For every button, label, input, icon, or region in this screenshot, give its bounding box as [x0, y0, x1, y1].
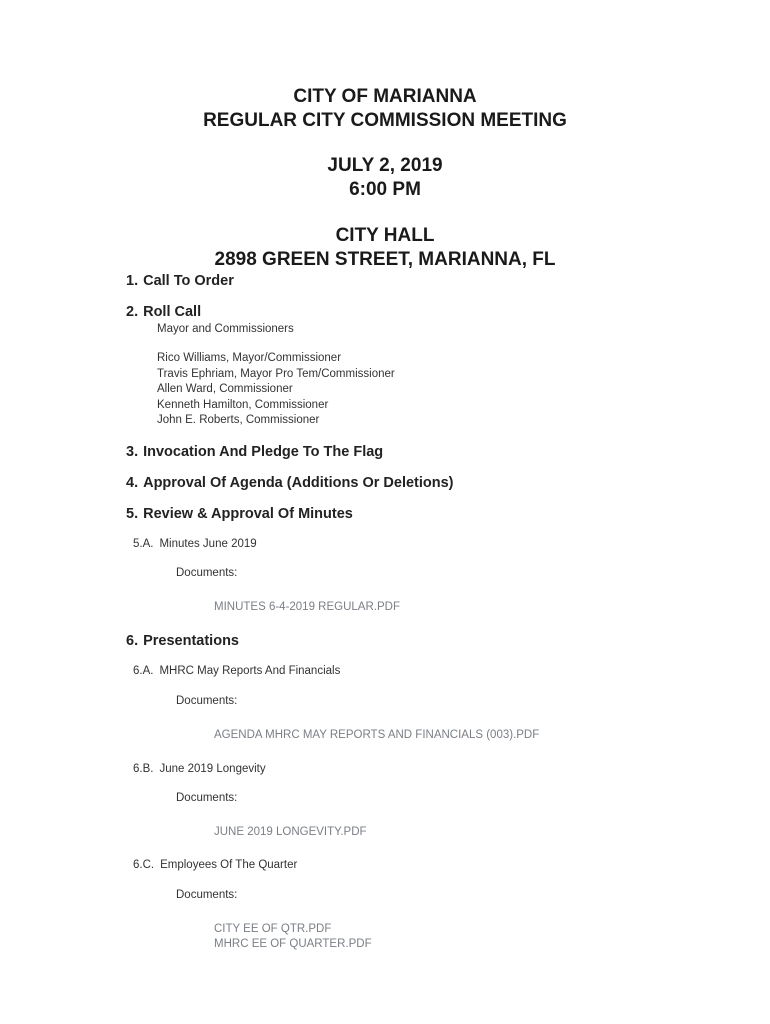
section-title: Roll Call [143, 304, 202, 320]
roll-call-members [157, 351, 395, 429]
section-title: Review & Approval Of Minutes [143, 506, 353, 522]
meeting-venue: CITY HALL [335, 225, 435, 246]
section-number: 3. [126, 444, 139, 460]
section-number: 6. [126, 633, 139, 649]
member-name: John E. Roberts, Commissioner [157, 414, 320, 426]
documents-label: Documents: [176, 792, 238, 804]
member-name: Allen Ward, Commissioner [157, 383, 293, 395]
meeting-address: 2898 GREEN STREET, MARIANNA, FL [214, 249, 556, 270]
agenda-section-roll-call [126, 303, 201, 321]
roll-call-subtitle: Mayor and Commissioners [157, 323, 294, 335]
section-title: Invocation And Pledge To The Flag [143, 444, 384, 460]
agenda-item-6a [133, 664, 340, 679]
section-number: 4. [126, 475, 139, 491]
documents-label: Documents: [176, 567, 238, 579]
city-name: CITY OF MARIANNA [293, 86, 477, 107]
member-name: Rico Williams, Mayor/Commissioner [157, 352, 342, 364]
header-title-block [0, 85, 770, 133]
documents-label: Documents: [176, 889, 238, 901]
header-location-block [0, 224, 770, 272]
section-number: 2. [126, 304, 139, 320]
member-name: Kenneth Hamilton, Commissioner [157, 398, 329, 411]
section-title: Call To Order [143, 273, 234, 289]
meeting-title: REGULAR CITY COMMISSION MEETING [203, 110, 567, 131]
item-number: 6.C. [133, 859, 155, 871]
item-number: 6.A. [133, 665, 154, 677]
document-link[interactable]: MINUTES 6-4-2019 REGULAR.PDF [214, 601, 400, 613]
agenda-section-call-to-order [126, 272, 234, 290]
document-link[interactable]: JUNE 2019 LONGEVITY.PDF [214, 826, 367, 838]
agenda-item-6c [133, 858, 297, 873]
agenda-section-presentations [126, 632, 239, 650]
document-link[interactable]: MHRC EE OF QUARTER.PDF [214, 938, 372, 950]
item-number: 5.A. [133, 538, 154, 550]
item-title: MHRC May Reports And Financials [159, 665, 341, 677]
item-title: June 2019 Longevity [159, 763, 266, 775]
member-name: Travis Ephriam, Mayor Pro Tem/Commissioner [157, 367, 395, 380]
section-number: 1. [126, 273, 139, 289]
header-datetime-block [0, 154, 770, 202]
agenda-section-invocation [126, 443, 383, 461]
section-number: 5. [126, 506, 139, 522]
item-number: 6.B. [133, 763, 154, 775]
document-link[interactable]: AGENDA MHRC MAY REPORTS AND FINANCIALS (003).PDF [214, 729, 540, 741]
agenda-section-minutes [126, 505, 353, 523]
meeting-date: JULY 2, 2019 [327, 155, 443, 176]
item-title: Minutes June 2019 [159, 538, 257, 550]
meeting-time: 6:00 PM [349, 179, 421, 200]
documents-label: Documents: [176, 695, 238, 707]
item-title: Employees Of The Quarter [160, 859, 298, 871]
document-link[interactable]: CITY EE OF QTR.PDF [214, 923, 332, 935]
agenda-section-approval-of-agenda [126, 474, 454, 492]
agenda-item-5a [133, 537, 257, 552]
section-title: Approval Of Agenda (Additions Or Deletions) [143, 475, 454, 491]
agenda-item-6b [133, 762, 266, 777]
section-title: Presentations [143, 633, 239, 649]
